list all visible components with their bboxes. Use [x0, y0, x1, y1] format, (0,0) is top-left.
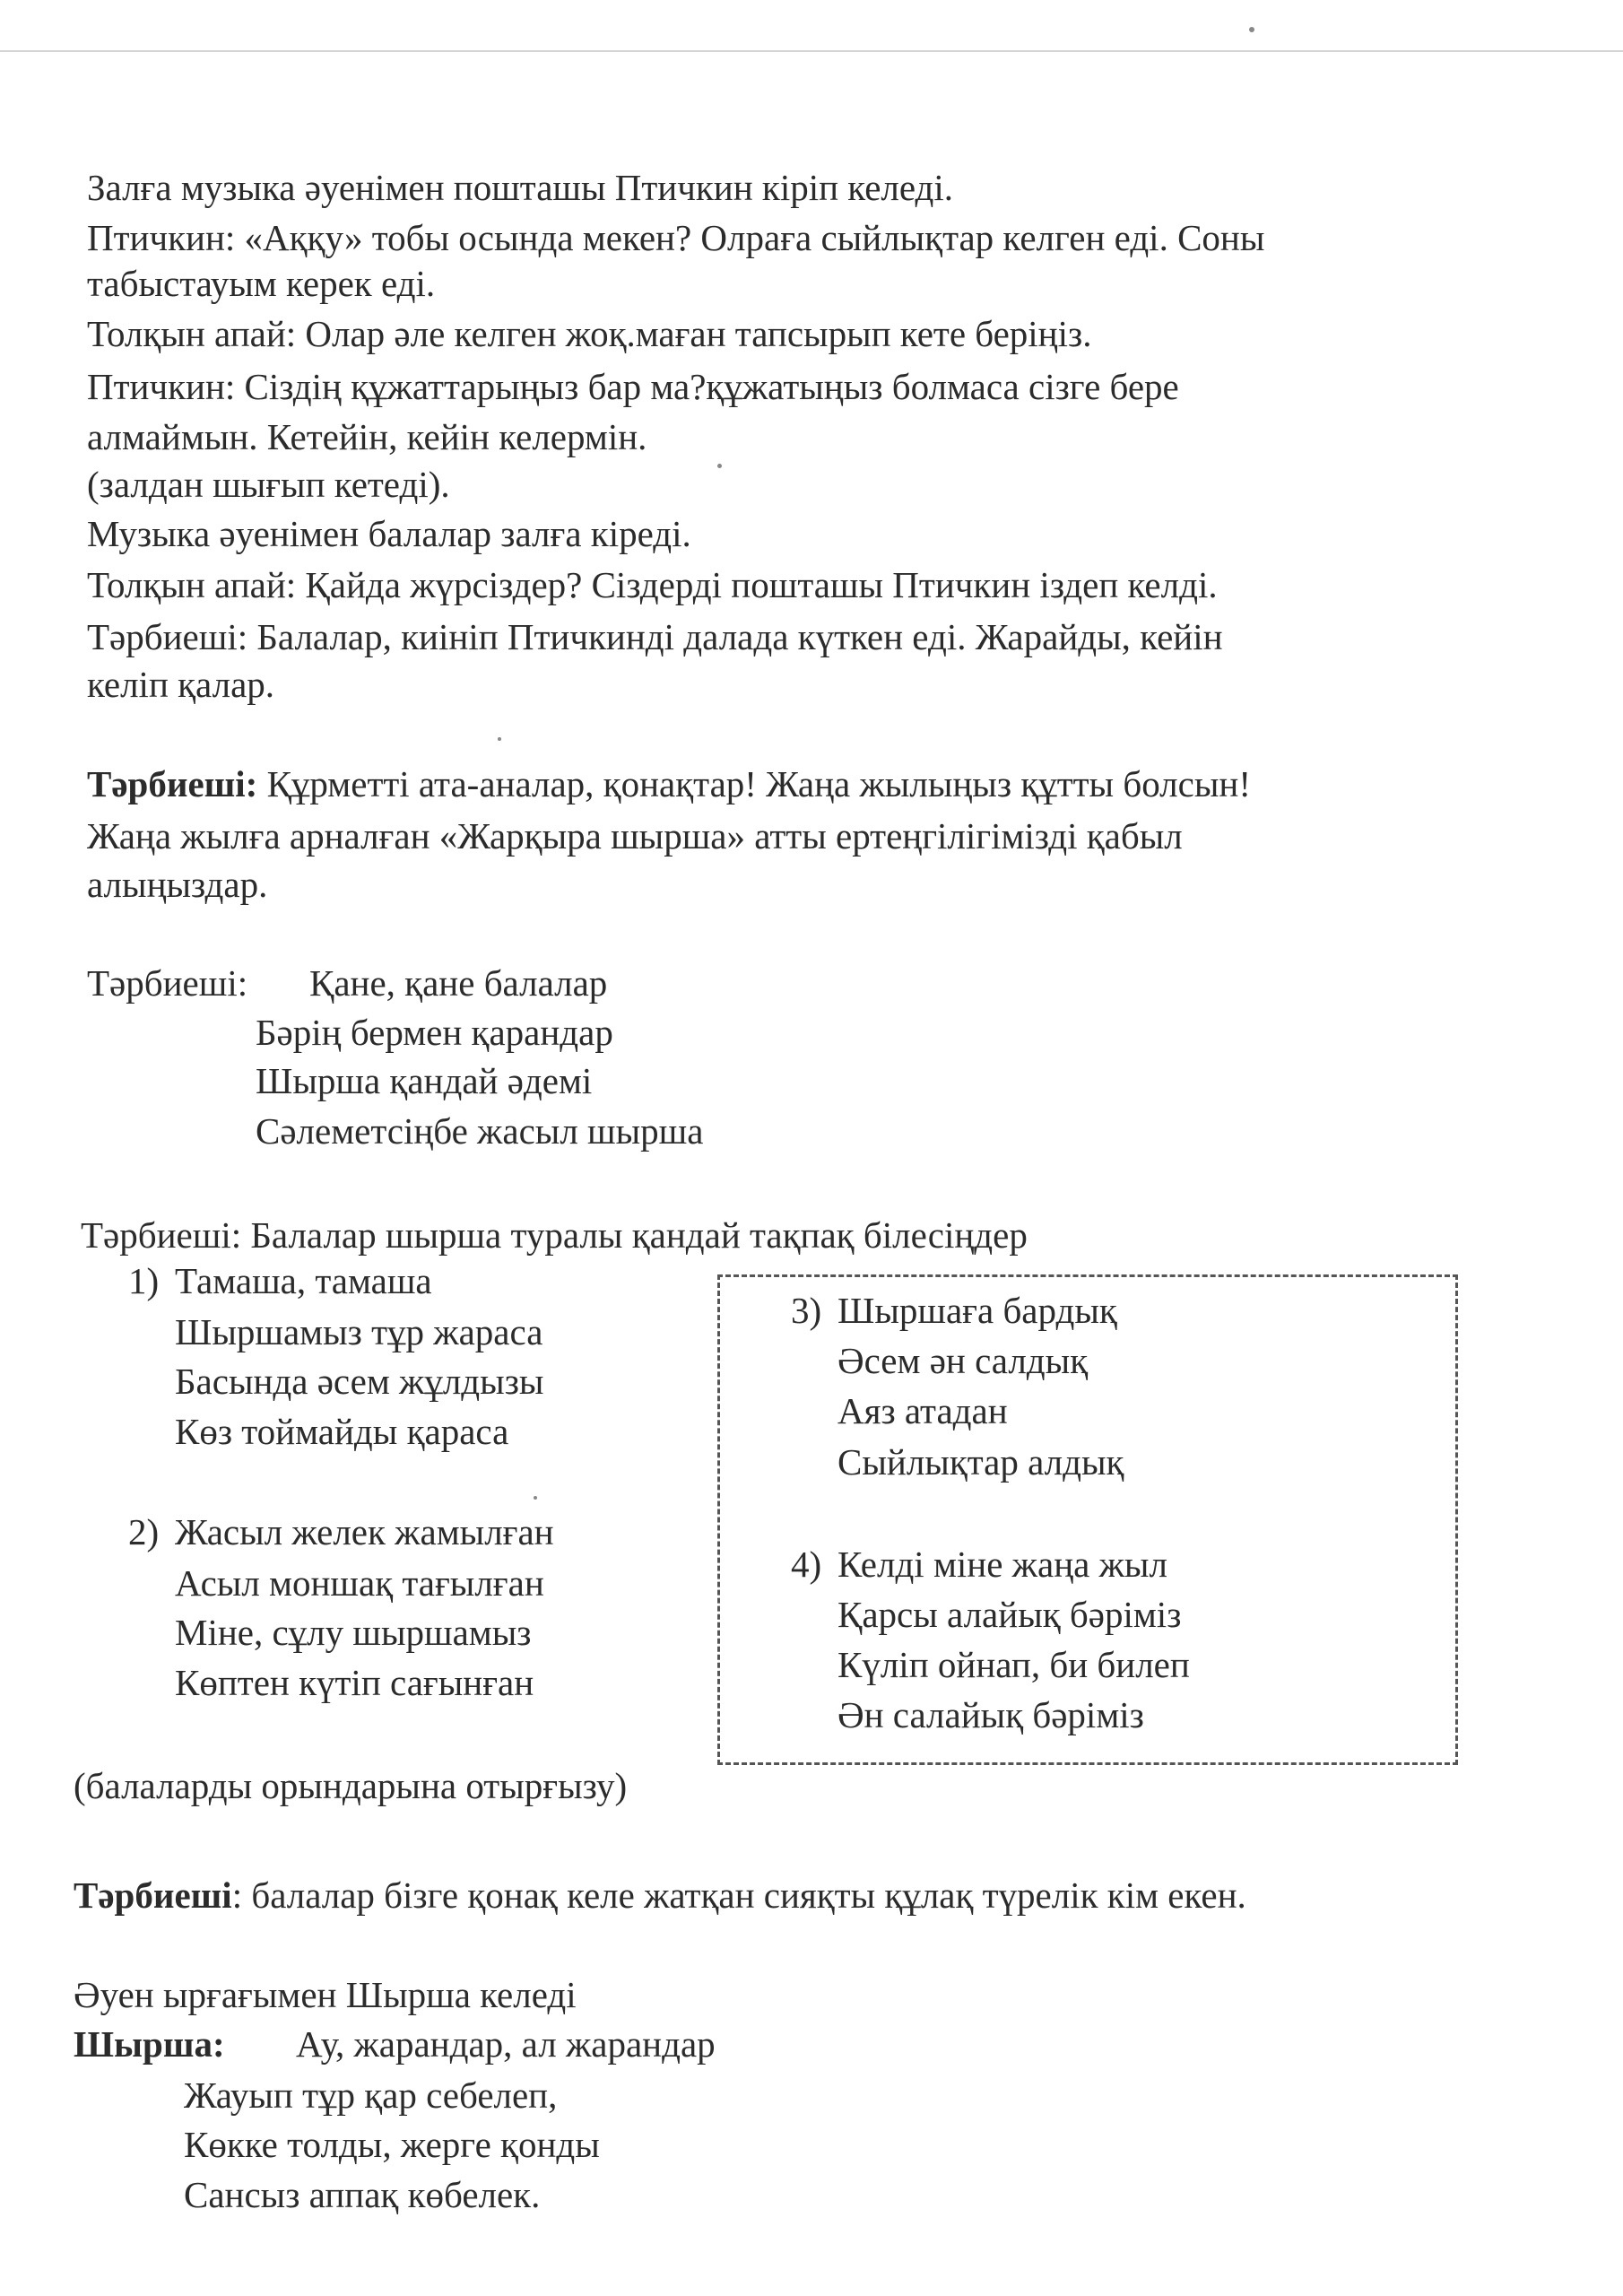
verse-number: 1) — [128, 1260, 160, 1301]
verse-number: 2) — [128, 1511, 160, 1552]
verse-line: Күліп ойнап, би билеп — [838, 1644, 1190, 1685]
guest-text: : балалар бізге қонақ келе жатқан сияқты құлақ түрелік кім екен. — [231, 1874, 1246, 1916]
greeting-line: алыңыздар. — [87, 864, 268, 905]
tree-line: Сансыз аппақ көбелек. — [184, 2174, 541, 2215]
intro-line: алмаймын. Кетейін, кейін келермін. — [87, 416, 647, 457]
verse-number: 3) — [791, 1290, 822, 1331]
poem1-line: Бәрің бермен қарандар — [256, 1012, 613, 1053]
verse-line: Ән салайық бәріміз — [838, 1694, 1144, 1735]
poem1-speaker: Тәрбиеші: — [87, 962, 248, 1004]
verse-line: Шыршаға бардық — [838, 1290, 1117, 1331]
verse-line: Келді міне жаңа жыл — [838, 1544, 1167, 1585]
intro-line: табыстауым керек еді. — [87, 263, 436, 304]
intro-line: Залға музыка әуенімен пошташы Птичкин кіріп келеді. — [87, 167, 954, 208]
intro-line: (залдан шығып кетеді). — [87, 464, 450, 505]
verse-line: Сыйлықтар алдық — [838, 1441, 1124, 1483]
tree-line: Көкке толды, жерге қонды — [184, 2124, 600, 2165]
verse-line: Асыл моншақ тағылған — [175, 1562, 544, 1604]
verse-line: Міне, сұлу шыршамыз — [175, 1612, 532, 1653]
greeting-line: Жаңа жылға арналған «Жарқыра шырша» атты ертеңгілігімізді қабыл — [87, 815, 1183, 857]
stage-direction: Әуен ырғағымен Шырша келеді — [74, 1974, 577, 2015]
poem1-line: Шырша қандай әдемі — [256, 1060, 593, 1101]
guest-line — [74, 1870, 1246, 1920]
greeting-text: Құрметті ата-аналар, қонақтар! Жаңа жылыңыз құтты болсын! — [257, 763, 1251, 804]
greeting-line — [87, 759, 1251, 809]
verse-line: Қарсы алайық бәріміз — [838, 1594, 1182, 1635]
intro-line: Птичкин: «Аққу» тобы осында мекен? Олраға сыйлықтар келген еді. Соны — [87, 217, 1265, 258]
verse-line: Аяз атадан — [838, 1390, 1008, 1431]
intro-line: келіп қалар. — [87, 664, 275, 705]
scan-speck — [534, 1496, 537, 1500]
verse-line: Басында әсем жұлдызы — [175, 1361, 544, 1402]
verse-line: Көз тоймайды қараса — [175, 1411, 509, 1452]
stage-direction: (балаларды орындарына отырғызу) — [74, 1765, 628, 1806]
scan-speck — [1249, 27, 1254, 32]
greeting-speaker: Тәрбиеші: — [87, 763, 258, 804]
intro-line: Музыка әуенімен балалар залға кіреді. — [87, 513, 691, 554]
verse-line: Әсем ән салдық — [838, 1340, 1089, 1381]
tree-speaker: Шырша: — [74, 2023, 225, 2065]
tree-line: Жауып тұр қар себелеп, — [184, 2074, 558, 2116]
poem1-line: Қане, қане балалар — [309, 962, 608, 1004]
guest-speaker: Тәрбиеші — [74, 1874, 232, 1916]
intro-line: Птичкин: Сіздің құжаттарыңыз бар ма?құжатыңыз болмаса сізге бере — [87, 366, 1179, 407]
poem1-line: Сәлеметсіңбе жасыл шырша — [256, 1110, 704, 1152]
verse-line: Көптен күтіп сағынған — [175, 1662, 534, 1703]
scan-speck — [498, 737, 501, 741]
verse-line: Тамаша, тамаша — [175, 1260, 432, 1301]
verse-line: Жасыл желек жамылған — [175, 1511, 554, 1552]
verse-number: 4) — [791, 1544, 822, 1585]
intro-line: Толқын апай: Олар әле келген жоқ.маған тапсырып кете беріңіз. — [87, 313, 1092, 354]
verse-line: Шыршамыз тұр жараса — [175, 1311, 543, 1352]
scan-speck — [717, 464, 722, 468]
tree-line: Ау, жарандар, ал жарандар — [296, 2023, 716, 2065]
intro-line: Тәрбиеші: Балалар, киініп Птичкинді далада күткен еді. Жарайды, кейін — [87, 616, 1223, 657]
intro-line: Толқын апай: Қайда жүрсіздер? Сіздерді пошташы Птичкин іздеп келді. — [87, 564, 1218, 605]
page-edge — [0, 50, 1623, 52]
question-line: Тәрбиеші: Балалар шырша туралы қандай тақпақ білесіңдер — [81, 1214, 1028, 1256]
